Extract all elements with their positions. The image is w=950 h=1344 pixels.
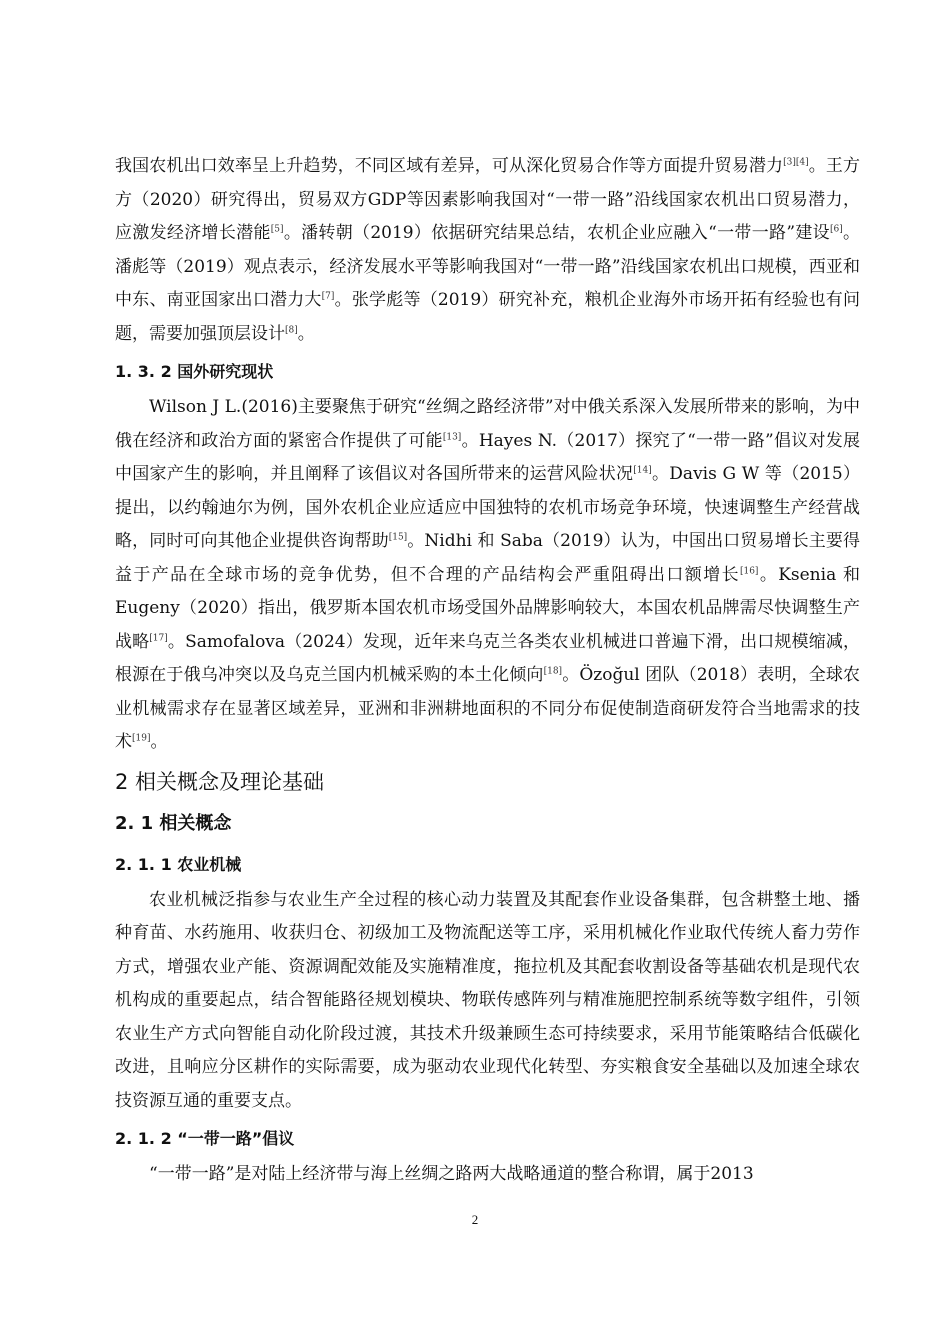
section-heading-1-3-2: 1. 3. 2 国外研究现状 [115,362,274,381]
citation-ref: [13] [442,431,462,442]
paragraph-agricultural-machinery: 农业机械泛指参与农业生产全过程的核心动力装置及其配套作业设备集群，包含耕整土地、播种育苗、水药施用、收获归仓、初级加工及物流配送等工序，采用机械化作业取代传统人畜力劳作方式，增强农业产能、资源调配效能及实施精准度，拖拉机及其配套收割设备等基础农机是现代农机构成的重要起点，结合智能路径规划模块、物联传感阵列与精准施肥控制系统等数字组件，引领农业生产方式向智能自动化阶段过渡，其技术升级兼顾生态可持续要求，采用节能策略结合低碳化改进，且响应分区耕作的实际需要，成为驱动农业现代化转型、夯实粮食安全基础以及加速全球农技资源互通的重要支点。 [115,889,860,1111]
section-heading-2-1-1: 2. 1. 1 农业机械 [115,854,242,874]
citation-ref: [3][4] [783,157,809,168]
section-heading-2-1-2: 2. 1. 2 “一带一路”倡议 [115,1129,295,1148]
citation-ref: [15] [388,532,408,543]
citation-ref: [18] [543,666,563,677]
citation-ref: [14] [633,465,652,476]
section-heading-2-1: 2. 1 相关概念 [115,812,232,834]
citation-ref: [17] [149,632,168,643]
citation-ref: [8] [285,324,298,335]
citation-ref: [7] [321,291,335,302]
citation-ref: [16] [739,565,759,576]
document-body [115,150,860,1192]
page-number: 2 [471,1212,479,1227]
paragraph-foreign-research: Wilson J L.(2016)主要聚焦于研究“丝绸之路经济带”对中俄关系深入发展所带来的影响，为中俄在经济和政治方面的紧密合作提供了可能[13]。Hayes N.（2017）探究了“一带一路”倡议对发展中国家产生的影响，并且阐释了该倡议对各国所带来的运营风险状况[14]。Davis G W 等（2015）提出，以约翰迪尔为例，国外农机企业应适应中国独特的农机市场竞争环境，快速调整生产经营战略，同时可向其他企业提供咨询帮助[15]。Nidhi 和 Saba（2019）认为，中国出口贸易增长主要得益于产品在全球市场的竞争优势，但不合理的产品结构会严重阻碍出口额增长[16]。Ksenia 和 Eugeny（2020）指出，俄罗斯本国农机市场受国外品牌影响较大，本国农机品牌需尽快调整生产战略[17]。Samofalova（2024）发现，近年来乌克兰各类农业机械进口普遍下滑，出口规模缩减，根源在于俄乌冲突以及乌克兰国内机械采购的本土化倾向[18]。Özoğul 团队（2018）表明，全球农业机械需求存在显著区域差异，亚洲和非洲耕地面积的不同分布促使制造商研发符合当地需求的技术[19]。 [115,397,861,752]
paragraph-domestic-research-continued: 我国农机出口效率呈上升趋势，不同区域有差异，可从深化贸易合作等方面提升贸易潜力[3][4]。王方方（2020）研究得出，贸易双方GDP等因素影响我国对“一带一路”沿线国家农机出口贸易潜力，应激发经济增长潜能[5]。潘转朝（2019）依据研究结果总结，农机企业应融入“一带一路”建设[6]。潘彪等（2019）观点表示，经济发展水平等影响我国对“一带一路”沿线国家农机出口规模，西亚和中东、南亚国家出口潜力大[7]。张学彪等（2019）研究补充，粮机企业海外市场开拓有经验也有问题，需要加强顶层设计[8]。 [115,156,861,344]
citation-ref: [19] [132,733,151,744]
citation-ref: [6] [829,224,843,235]
citation-ref: [5] [270,224,284,235]
paragraph-belt-and-road: “一带一路”是对陆上经济带与海上丝绸之路两大战略通道的整合称谓，属于2013 [149,1164,754,1184]
chapter-heading-2: 2 相关概念及理论基础 [115,769,325,794]
